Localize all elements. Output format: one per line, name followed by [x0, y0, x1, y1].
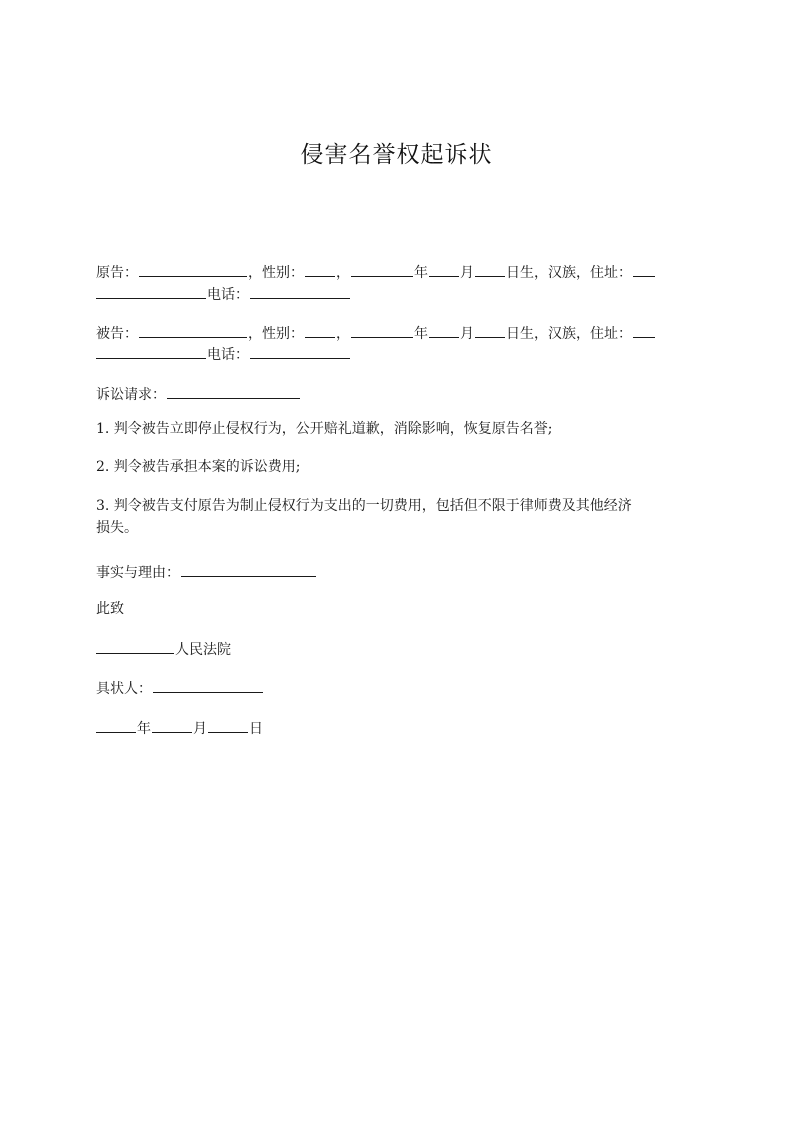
court-name-blank[interactable]	[96, 638, 174, 654]
date-line	[96, 717, 263, 739]
plaintiff-month-label: 月	[460, 265, 474, 281]
defendant-comma: ，	[336, 326, 350, 342]
defendant-year-label: 年	[414, 326, 428, 342]
claim-item-continuation: 损失。	[96, 520, 138, 536]
plaintiff-gender-blank[interactable]	[305, 261, 335, 277]
claim-item: 3. 判令被告支付原告为制止侵权行为支出的一切费用，包括但不限于律师费及其他经济	[96, 498, 632, 514]
plaintiff-info-line	[96, 261, 656, 283]
defendant-birth-suffix: 日生，汉族，住址：	[506, 326, 632, 342]
defendant-gender-blank[interactable]	[305, 322, 335, 338]
date-day-blank[interactable]	[208, 717, 248, 733]
claims-blank[interactable]	[167, 383, 300, 399]
defendant-birth-day-blank[interactable]	[475, 322, 505, 338]
plaintiff-birth-suffix: 日生，汉族，住址：	[506, 265, 632, 281]
defendant-gender-label: ，性别：	[248, 326, 304, 342]
defendant-birth-year-blank[interactable]	[351, 322, 413, 338]
defendant-birth-month-blank[interactable]	[429, 322, 459, 338]
claims-line	[96, 383, 301, 405]
date-year-blank[interactable]	[96, 717, 136, 733]
court-suffix: 人民法院	[175, 642, 231, 658]
court-line	[96, 638, 231, 660]
plaintiff-address-blank[interactable]	[633, 261, 655, 277]
facts-label: 事实与理由：	[96, 565, 180, 581]
plaintiff-birth-day-blank[interactable]	[475, 261, 505, 277]
plaintiff-year-label: 年	[414, 265, 428, 281]
defendant-info-line	[96, 322, 656, 344]
signer-label: 具状人：	[96, 681, 152, 697]
plaintiff-contact-line	[96, 283, 351, 305]
claim-item: 1. 判令被告立即停止侵权行为，公开赔礼道歉，消除影响，恢复原告名誉;	[96, 421, 553, 437]
signer-line	[96, 677, 264, 699]
salutation: 此致	[96, 601, 124, 617]
defendant-phone-label: 电话：	[207, 347, 249, 363]
defendant-name-blank[interactable]	[139, 322, 247, 338]
claim-item: 2. 判令被告承担本案的诉讼费用;	[96, 459, 301, 475]
document-title: 侵害名誉权起诉状	[300, 142, 493, 168]
date-month-label: 月	[193, 721, 207, 737]
facts-blank[interactable]	[181, 561, 316, 577]
defendant-label: 被告：	[96, 326, 138, 342]
plaintiff-birth-month-blank[interactable]	[429, 261, 459, 277]
plaintiff-birth-year-blank[interactable]	[351, 261, 413, 277]
plaintiff-gender-label: ，性别：	[248, 265, 304, 281]
date-month-blank[interactable]	[152, 717, 192, 733]
plaintiff-phone-blank[interactable]	[250, 283, 350, 299]
defendant-address-blank[interactable]	[633, 322, 655, 338]
defendant-address-continued-blank[interactable]	[96, 343, 206, 359]
plaintiff-phone-label: 电话：	[207, 287, 249, 303]
plaintiff-comma: ，	[336, 265, 350, 281]
date-day-label: 日	[249, 721, 263, 737]
signer-blank[interactable]	[153, 677, 263, 693]
defendant-phone-blank[interactable]	[250, 343, 350, 359]
plaintiff-name-blank[interactable]	[139, 261, 247, 277]
plaintiff-address-continued-blank[interactable]	[96, 283, 206, 299]
facts-line	[96, 561, 317, 583]
defendant-month-label: 月	[460, 326, 474, 342]
date-year-label: 年	[137, 721, 151, 737]
defendant-contact-line	[96, 343, 351, 365]
plaintiff-label: 原告：	[96, 265, 138, 281]
claims-label: 诉讼请求：	[96, 387, 166, 403]
